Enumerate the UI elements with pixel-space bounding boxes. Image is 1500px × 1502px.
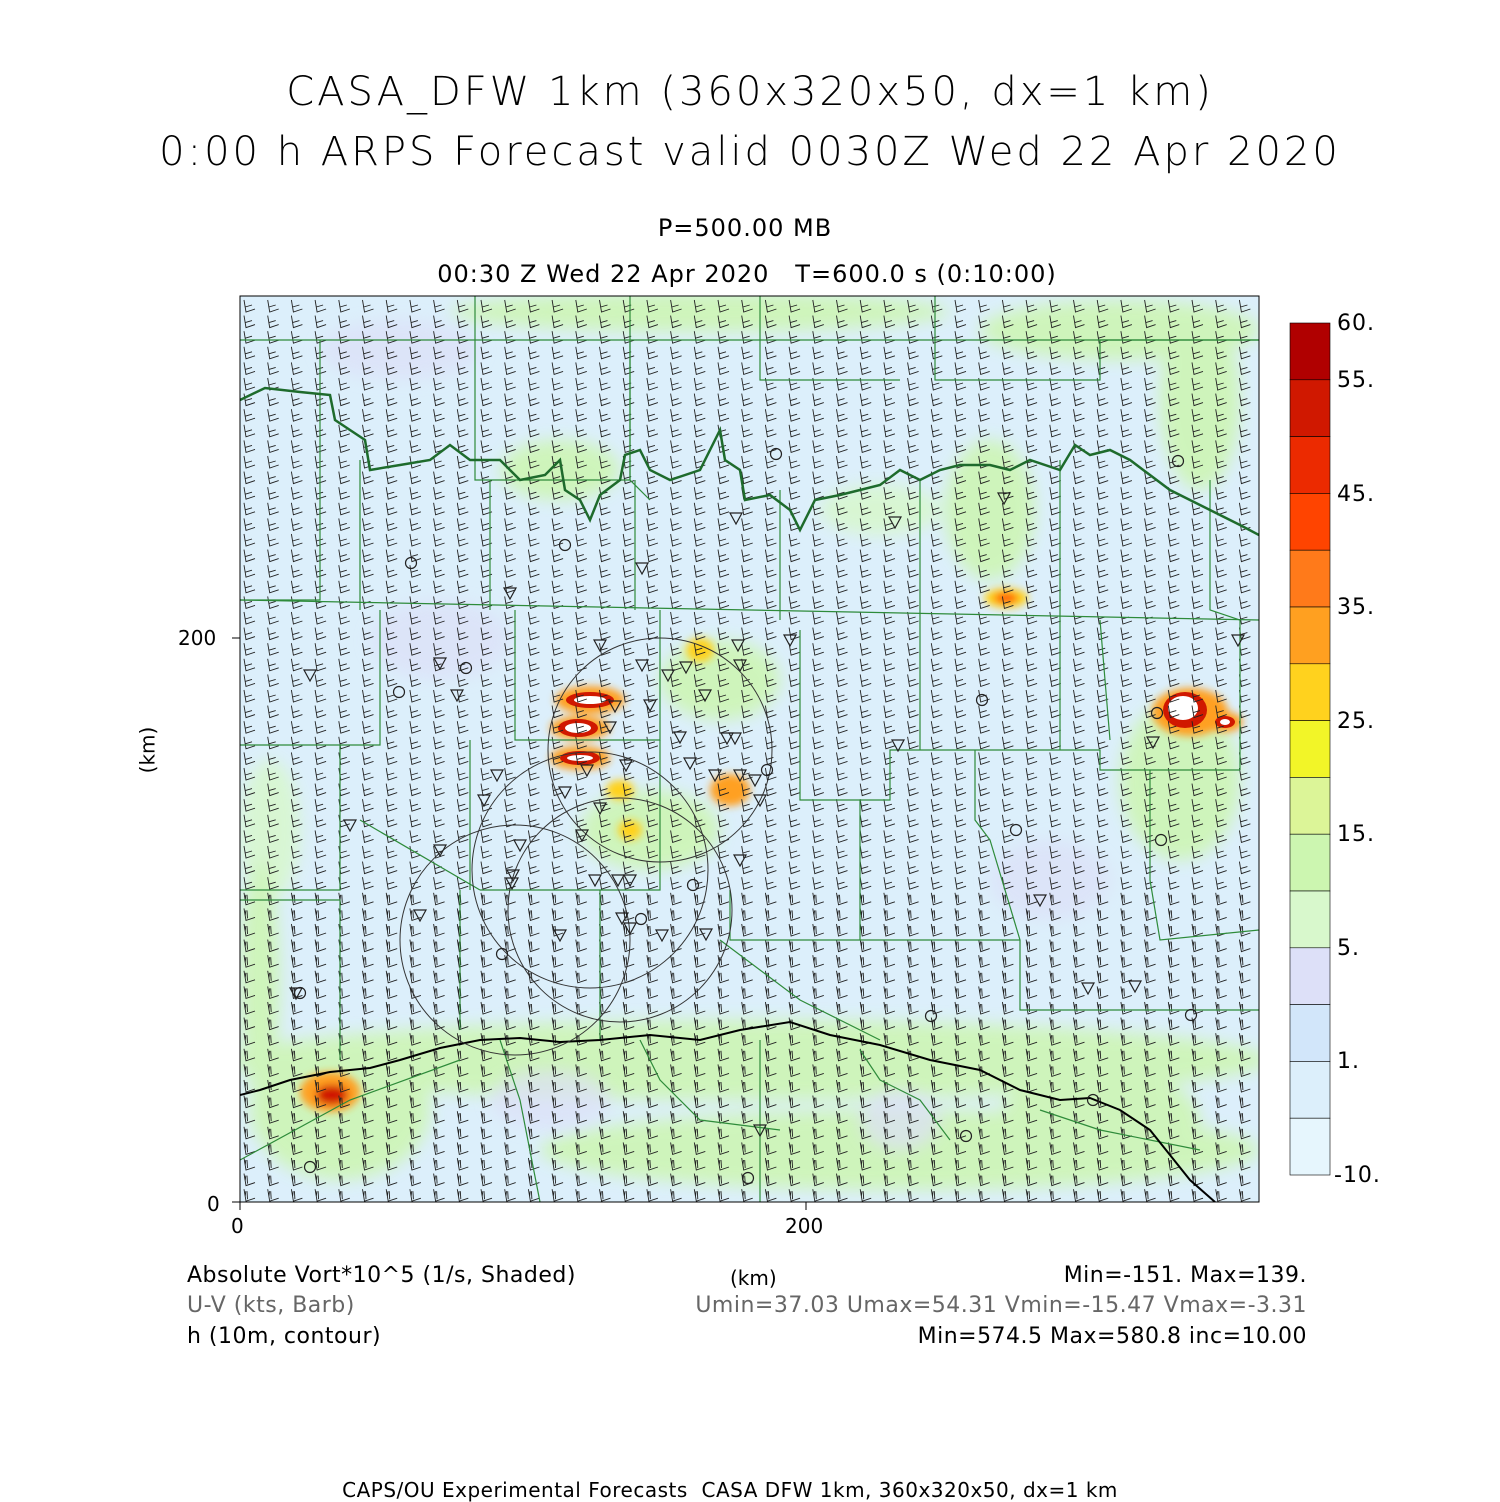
colorbar-swatch — [1290, 380, 1330, 437]
y-axis-label: (km) — [135, 726, 160, 774]
colorbar-swatch — [1290, 493, 1330, 550]
field2-label: U-V (kts, Barb) — [187, 1293, 355, 1318]
colorbar-label: 55. — [1337, 368, 1375, 393]
colorbar-swatch — [1290, 1005, 1330, 1062]
title-line-1: CASA_DFW 1km (360x320x50, dx=1 km) — [286, 69, 1214, 115]
colorbar-swatch — [1290, 1118, 1330, 1175]
colorbar-swatch — [1290, 1061, 1330, 1118]
field1-label: Absolute Vort*10^5 (1/s, Shaded) — [187, 1263, 576, 1288]
colorbar-label: 45. — [1337, 482, 1375, 507]
colorbar-swatch — [1290, 948, 1330, 1005]
colorbar-label: 5. — [1337, 936, 1360, 961]
x-tick-0: 0 — [231, 1214, 244, 1238]
colorbar-swatch — [1290, 721, 1330, 778]
colorbar-swatch — [1290, 323, 1330, 380]
field2-stats: Umin=37.03 Umax=54.31 Vmin=-15.47 Vmax=-3.31 — [695, 1293, 1307, 1318]
valid-time: 00:30 Z Wed 22 Apr 2020 T=600.0 s (0:10:00) — [437, 260, 1057, 288]
credit-line: CAPS/OU Experimental Forecasts CASA DFW 1km, 360x320x50, dx=1 km — [342, 1478, 1118, 1502]
x-axis-label: (km) — [730, 1266, 777, 1290]
colorbar-swatch — [1290, 777, 1330, 834]
colorbar-label: 1. — [1337, 1049, 1360, 1074]
colorbar-label: 60. — [1337, 311, 1375, 336]
colorbar-swatch — [1290, 607, 1330, 664]
colorbar-label: -10. — [1334, 1163, 1381, 1188]
y-tick-200: 200 — [178, 626, 217, 650]
colorbar-swatch — [1290, 664, 1330, 721]
colorbar-swatch — [1290, 550, 1330, 607]
field3-label: h (10m, contour) — [187, 1324, 382, 1349]
y-tick-0: 0 — [207, 1192, 220, 1216]
title-line-2: 0:00 h ARPS Forecast valid 0030Z Wed 22 Apr 2020 — [159, 129, 1341, 175]
colorbar-label: 35. — [1337, 595, 1375, 620]
colorbar-swatch — [1290, 834, 1330, 891]
colorbar-swatch — [1290, 437, 1330, 494]
field1-stats: Min=-151. Max=139. — [1063, 1263, 1307, 1288]
pressure-level: P=500.00 MB — [657, 214, 833, 242]
field3-stats: Min=574.5 Max=580.8 inc=10.00 — [917, 1324, 1307, 1349]
colorbar-label: 15. — [1337, 822, 1375, 847]
colorbar-swatch — [1290, 891, 1330, 948]
x-tick-200: 200 — [785, 1214, 824, 1238]
colorbar-label: 25. — [1337, 709, 1375, 734]
colorbar — [1290, 323, 1330, 1175]
